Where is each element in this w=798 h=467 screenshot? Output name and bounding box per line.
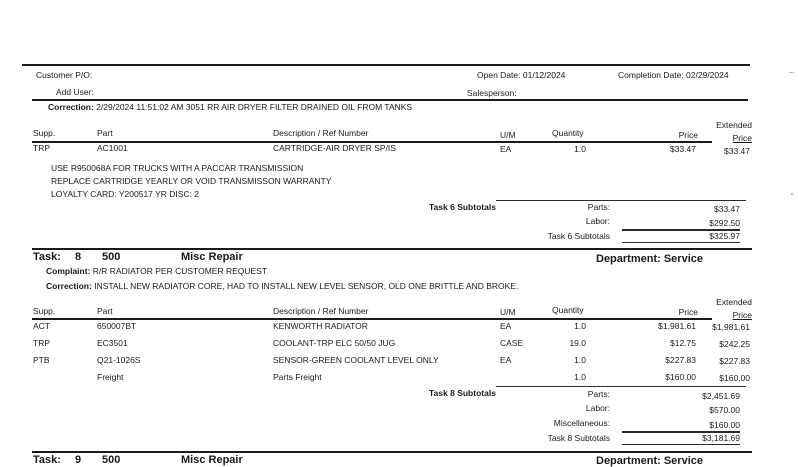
row-extended: $227.83 xyxy=(719,356,750,366)
col-price: Price xyxy=(678,307,698,317)
task6-labor-value: $292.50 xyxy=(709,218,740,228)
task6-total-value: $325.97 xyxy=(709,231,740,241)
row-extended: $160.00 xyxy=(719,373,750,383)
note-line: LOYALTY CARD: Y200517 YR DISC: 2 xyxy=(51,189,200,199)
col-extended-2: Price xyxy=(732,133,752,143)
row-part: 650007BT xyxy=(97,321,137,331)
row-supp: ACT xyxy=(33,321,50,331)
row-description: COOLANT-TRP ELC 50/50 JUG xyxy=(273,338,396,348)
row-price: $227.83 xyxy=(665,355,696,365)
task9-number: 9 xyxy=(75,454,82,466)
col-description: Description / Ref Number xyxy=(273,306,369,316)
col-description: Description / Ref Number xyxy=(273,128,369,138)
task6-subtotals-heading: Task 6 Subtotals xyxy=(429,202,496,212)
task6-parts-label: Parts: xyxy=(587,202,610,212)
correction-text: 2/29/2024 11:51:02 AM 3051 RR AIR DRYER FILTER DRAINED OIL FROM TANKS xyxy=(96,102,413,112)
task8-parts-value: $2,451.69 xyxy=(702,391,740,401)
row-extended: $242.25 xyxy=(719,339,750,349)
task8-parts-label: Parts: xyxy=(587,389,610,399)
scan-mark xyxy=(791,193,793,195)
row-description: KENWORTH RADIATOR xyxy=(273,321,368,331)
task6-total-label: Task 6 Subtotals xyxy=(547,231,610,241)
correction-label: Correction: xyxy=(46,281,92,291)
open-date-label: Open Date: xyxy=(477,70,521,80)
row-part: EC3501 xyxy=(97,338,128,348)
row-supp: TRP xyxy=(33,143,50,153)
task9-name: Misc Repair xyxy=(181,454,243,466)
col-supp: Supp. xyxy=(33,128,56,138)
row-um: EA xyxy=(500,321,512,331)
task6-correction xyxy=(48,102,412,112)
row-extended: $33.47 xyxy=(724,146,750,156)
task8-labor-label: Labor: xyxy=(585,403,610,413)
row-quantity: 1.0 xyxy=(574,372,586,382)
task8-correction xyxy=(46,281,518,291)
row-part: Freight xyxy=(97,372,124,382)
task8-misc-label: Miscellaneous: xyxy=(553,418,610,428)
row-description: SENSOR-GREEN COOLANT LEVEL ONLY xyxy=(273,355,439,365)
open-date-value: 01/12/2024 xyxy=(522,70,566,80)
row-um: EA xyxy=(500,355,512,365)
row-price: $12.75 xyxy=(670,338,696,348)
col-supp: Supp. xyxy=(33,306,56,316)
task8-rule xyxy=(32,248,752,250)
row-um: EA xyxy=(500,144,512,154)
correction-text: INSTALL NEW RADIATOR CORE, HAD TO INSTALL NEW LEVEL SENSOR, OLD ONE BRITTLE AND BROKE. xyxy=(94,281,519,291)
completion-date xyxy=(618,70,729,80)
task8-name: Misc Repair xyxy=(181,251,243,263)
row-description: Parts Freight xyxy=(273,372,322,382)
col-extended-1: Extended xyxy=(716,297,752,307)
task8-subtotals-heading: Task 8 Subtotals xyxy=(429,388,496,398)
task8-code: 500 xyxy=(102,251,121,263)
task8-subtotal-rule xyxy=(496,386,746,387)
completion-date-label: Completion Date: xyxy=(618,70,684,80)
header-rule xyxy=(32,99,748,101)
row-price: $160.00 xyxy=(665,372,696,382)
open-date xyxy=(477,70,565,80)
note-line: USE R950068A FOR TRUCKS WITH A PACCAR TRANSMISSION xyxy=(51,163,304,173)
note-line: REPLACE CARTRIDGE YEARLY OR VOID TRANSMISSON WARRANTY xyxy=(51,176,332,186)
task6-labor-label: Labor: xyxy=(585,216,610,226)
task6-parts-value: $33.47 xyxy=(714,204,740,214)
completion-date-value: 02/29/2024 xyxy=(686,70,729,80)
top-rule xyxy=(22,64,750,66)
task6-department: Department: Service xyxy=(596,253,703,265)
row-part: Q21-1026S xyxy=(97,355,141,365)
task8-table-rule xyxy=(32,318,712,320)
row-quantity: 1.0 xyxy=(574,321,586,331)
col-extended-1: Extended xyxy=(716,120,752,130)
row-supp: TRP xyxy=(33,338,50,348)
salesperson-label: Salesperson: xyxy=(467,88,517,98)
task8-complaint xyxy=(46,266,267,276)
col-quantity: Quantity xyxy=(552,128,584,138)
task6-subtotal-rule xyxy=(496,200,746,201)
complaint-text: R/R RADIATOR PER CUSTOMER REQUEST xyxy=(92,266,268,276)
task9-label: Task: xyxy=(33,454,61,466)
task8-department: Department: Service xyxy=(596,455,703,467)
row-quantity: 1.0 xyxy=(574,144,586,154)
task9-code: 500 xyxy=(102,454,121,466)
row-supp: PTB xyxy=(33,355,50,365)
row-extended: $1,981.61 xyxy=(712,322,750,332)
task8-misc-value: $160.00 xyxy=(709,420,740,430)
row-description: CARTRIDGE-AIR DRYER SP/IS xyxy=(273,143,396,153)
task9-rule xyxy=(32,451,752,453)
task6-total-underline xyxy=(622,242,740,243)
col-part: Part xyxy=(97,306,113,316)
complaint-label: Complaint: xyxy=(46,266,91,276)
row-quantity: 1.0 xyxy=(574,355,586,365)
task8-total-label: Task 8 Subtotals xyxy=(547,433,610,443)
row-um: CASE xyxy=(500,338,524,348)
row-price: $33.47 xyxy=(670,144,696,154)
task8-total-underline xyxy=(622,444,740,445)
col-part: Part xyxy=(97,128,113,138)
task8-number: 8 xyxy=(75,251,82,263)
col-um: U/M xyxy=(500,130,516,140)
row-price: $1,981.61 xyxy=(658,321,696,331)
task8-labor-value: $570.00 xyxy=(709,405,740,415)
col-um: U/M xyxy=(500,307,516,317)
row-part: AC1001 xyxy=(97,143,128,153)
scan-mark xyxy=(789,72,794,73)
row-quantity: 19.0 xyxy=(569,338,586,348)
add-user-label: Add User: xyxy=(56,87,94,97)
customer-po-label: Customer P/O: xyxy=(36,70,93,80)
col-extended-2: Price xyxy=(732,310,752,320)
col-quantity: Quantity xyxy=(552,305,584,315)
correction-label: Correction: xyxy=(48,102,94,112)
task8-total-value: $3,181.69 xyxy=(702,433,740,443)
col-price: Price xyxy=(678,130,698,140)
task8-label: Task: xyxy=(33,251,61,263)
